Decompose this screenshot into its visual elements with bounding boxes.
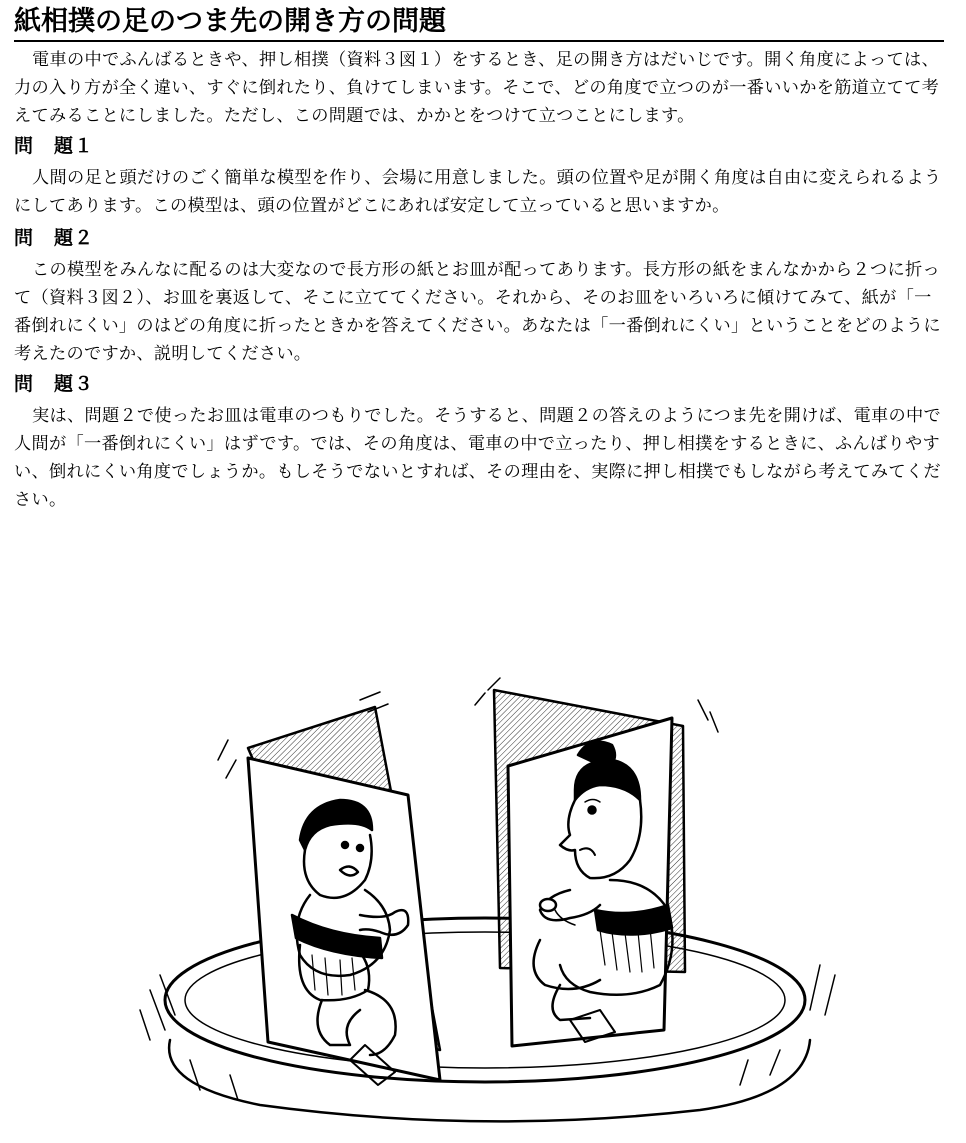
problem-2-body: この模型をみんなに配るのは大変なので長方形の紙とお皿が配ってあります。長方形の紙をまんなかから２つに折って（資料３図２）、お皿を裏返して、そこに立ててください。それから、そのお皿をいろいろに傾けてみて、紙が「一番倒れにくい」のはどの角度に折ったときかを答えてください。あなたは「一番倒れにくい」ということをどのように考えたのですか、説明してください。 <box>14 260 941 364</box>
problem-1-body: 人間の足と頭だけのごく簡単な模型を作り、会場に用意しました。頭の位置や足が開く角度は自由に変えられるようにしてあります。この模型は、頭の位置がどこにあれば安定して立っていると思いますか。 <box>14 168 942 216</box>
problem-2-heading: 問 題２ <box>14 227 95 249</box>
problem-1-heading: 問 題１ <box>14 135 95 157</box>
page-title: 紙相撲の足のつま先の開き方の問題 <box>14 6 446 37</box>
problem-3-heading: 問 題３ <box>14 373 95 395</box>
problem-3-body: 実は、問題２で使ったお皿は電車のつもりでした。そうすると、問題２の答えのようにつま先を開けば、電車の中で人間が「一番倒れにくい」はずです。では、その角度は、電車の中で立ったり、押し相撲をするときに、ふんばりやすい、倒れにくい角度でしょうか。もしそうでないとすれば、その理由を、実際に押し相撲でもしながら考えてみてください。 <box>14 406 942 510</box>
intro-paragraph: 電車の中でふんばるときや、押し相撲（資料３図１）をするとき、足の開き方はだいじです。開く角度によっては、力の入り方が全く違い、すぐに倒れたり、負けてしまいます。そこで、どの角度で立つのが一番いいかを筋道立てて考えてみることにしました。ただし、この問題では、かかとをつけて立つことにします。 <box>14 50 940 126</box>
